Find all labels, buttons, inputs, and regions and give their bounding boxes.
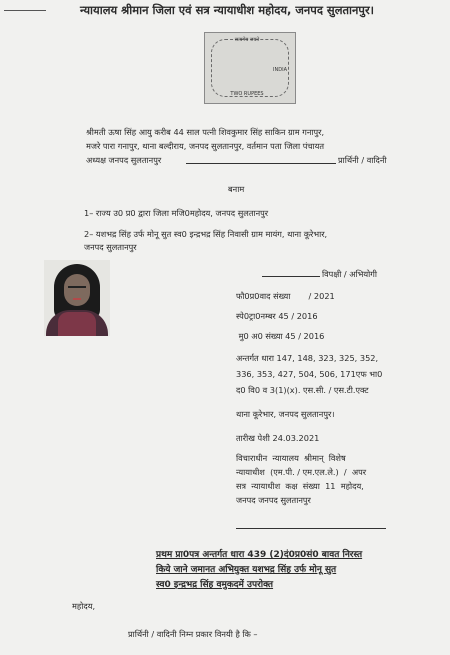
case-line-10: न्यायाधीश (एम.पी. / एम.एल.ले.) / अपर <box>236 467 367 477</box>
photo-scarf <box>58 312 96 336</box>
revenue-stamp <box>204 32 296 104</box>
salutation: महोदय, <box>72 601 96 611</box>
applicant-photo <box>44 260 110 336</box>
application-line-2 <box>156 563 436 578</box>
closing-line: प्रार्थिनी / वादिनी निम्न प्रकार विनयी है कि – <box>128 629 258 639</box>
case-line-9: विचाराधीन न्यायालय श्रीमान् विशेष <box>236 453 346 463</box>
stamp-country: INDIA <box>273 67 287 73</box>
application-line-1 <box>156 548 436 563</box>
versus-label: बनाम <box>228 184 245 194</box>
respondent-role: विपक्षी / अभियोगी <box>322 269 378 279</box>
stamp-value: TWO RUPEES <box>230 91 264 97</box>
case-line-1: फौ0प्र0वाद संख्या / 2021 <box>236 291 335 301</box>
application-line-3 <box>156 578 436 593</box>
respondent-dash <box>262 276 320 277</box>
case-line-7: थाना कूरेभार, जनपद सुलतानपुर। <box>236 409 335 419</box>
application-heading <box>156 548 436 593</box>
application-line-3-text: स्व0 इन्द्रभद्र सिंह वमुकदमें उपरोक्त <box>156 580 274 590</box>
applicant-role: प्रार्थिनी / वादिनी <box>338 155 387 165</box>
top-dash <box>4 10 46 11</box>
case-line-4: अन्तर्गत धारा 147, 148, 323, 325, 352, <box>236 353 379 363</box>
case-line-2: स्पे0ट्रा0नम्बर 45 / 2016 <box>236 311 318 321</box>
respondent-2-line-1: 2– यशभद्र सिंह उर्फ मोनू सुत स्व0 इन्द्रभद्र सिंह निवासी ग्राम मायंग, थाना कूरेभार, <box>84 229 328 239</box>
applicant-line-1: श्रीमती ऊषा सिंह आयु करीब 44 साल पत्नी शिवकुमार सिंह साकिन ग्राम गनापुर, <box>86 127 325 137</box>
respondent-2-line-2: जनपद सुलतानपुर <box>84 242 137 252</box>
hearing-date: तारीख पेशी 24.03.2021 <box>236 433 320 443</box>
stamp-emblem-text: सत्यमेव जयते <box>234 37 260 43</box>
applicant-line-3: अध्यक्ष जनपद सुलतानपुर <box>86 155 162 165</box>
respondent-1: 1– राज्य उ0 प्र0 द्वारा जिला मजि0महोदय, जनपद सुलतानपुर <box>84 208 269 218</box>
case-line-6: द0 वि0 व 3(1)(x). एस.सी. / एस.टी.एक्ट <box>236 385 369 395</box>
application-line-2-text: किये जाने जमानत अभियुक्त यशभद्र सिंह उर्फ मोनू सुत <box>156 565 337 575</box>
case-line-11: सत्र न्यायाधीश कक्ष संख्या 11 महोदय, <box>236 481 364 491</box>
applicant-line-2: मजरे पारा गनापुर, थाना बल्दीराय, जनपद सुलतानपुर, वर्तमान पता जिला पंचायत <box>86 141 325 151</box>
case-line-5: 336, 353, 427, 504, 506, 171एफ भा0 <box>236 369 383 379</box>
application-line-1-text: प्रथम प्रा0पत्र अन्तर्गत धारा 439 (2)दं0प्र0सं0 बावत निरस्त <box>156 550 363 560</box>
case-line-3: मु0 अ0 संख्या 45 / 2016 <box>236 331 325 341</box>
court-title: न्यायालय श्रीमान जिला एवं सत्र न्यायाधीश महोदय, जनपद सुलतानपुर। <box>80 3 375 17</box>
case-divider <box>236 528 386 529</box>
photo-mouth <box>73 298 81 300</box>
photo-eyes <box>68 286 86 291</box>
applicant-dash <box>186 163 336 164</box>
case-line-12: जनपद जनपद सुलतानपुर <box>236 495 311 505</box>
